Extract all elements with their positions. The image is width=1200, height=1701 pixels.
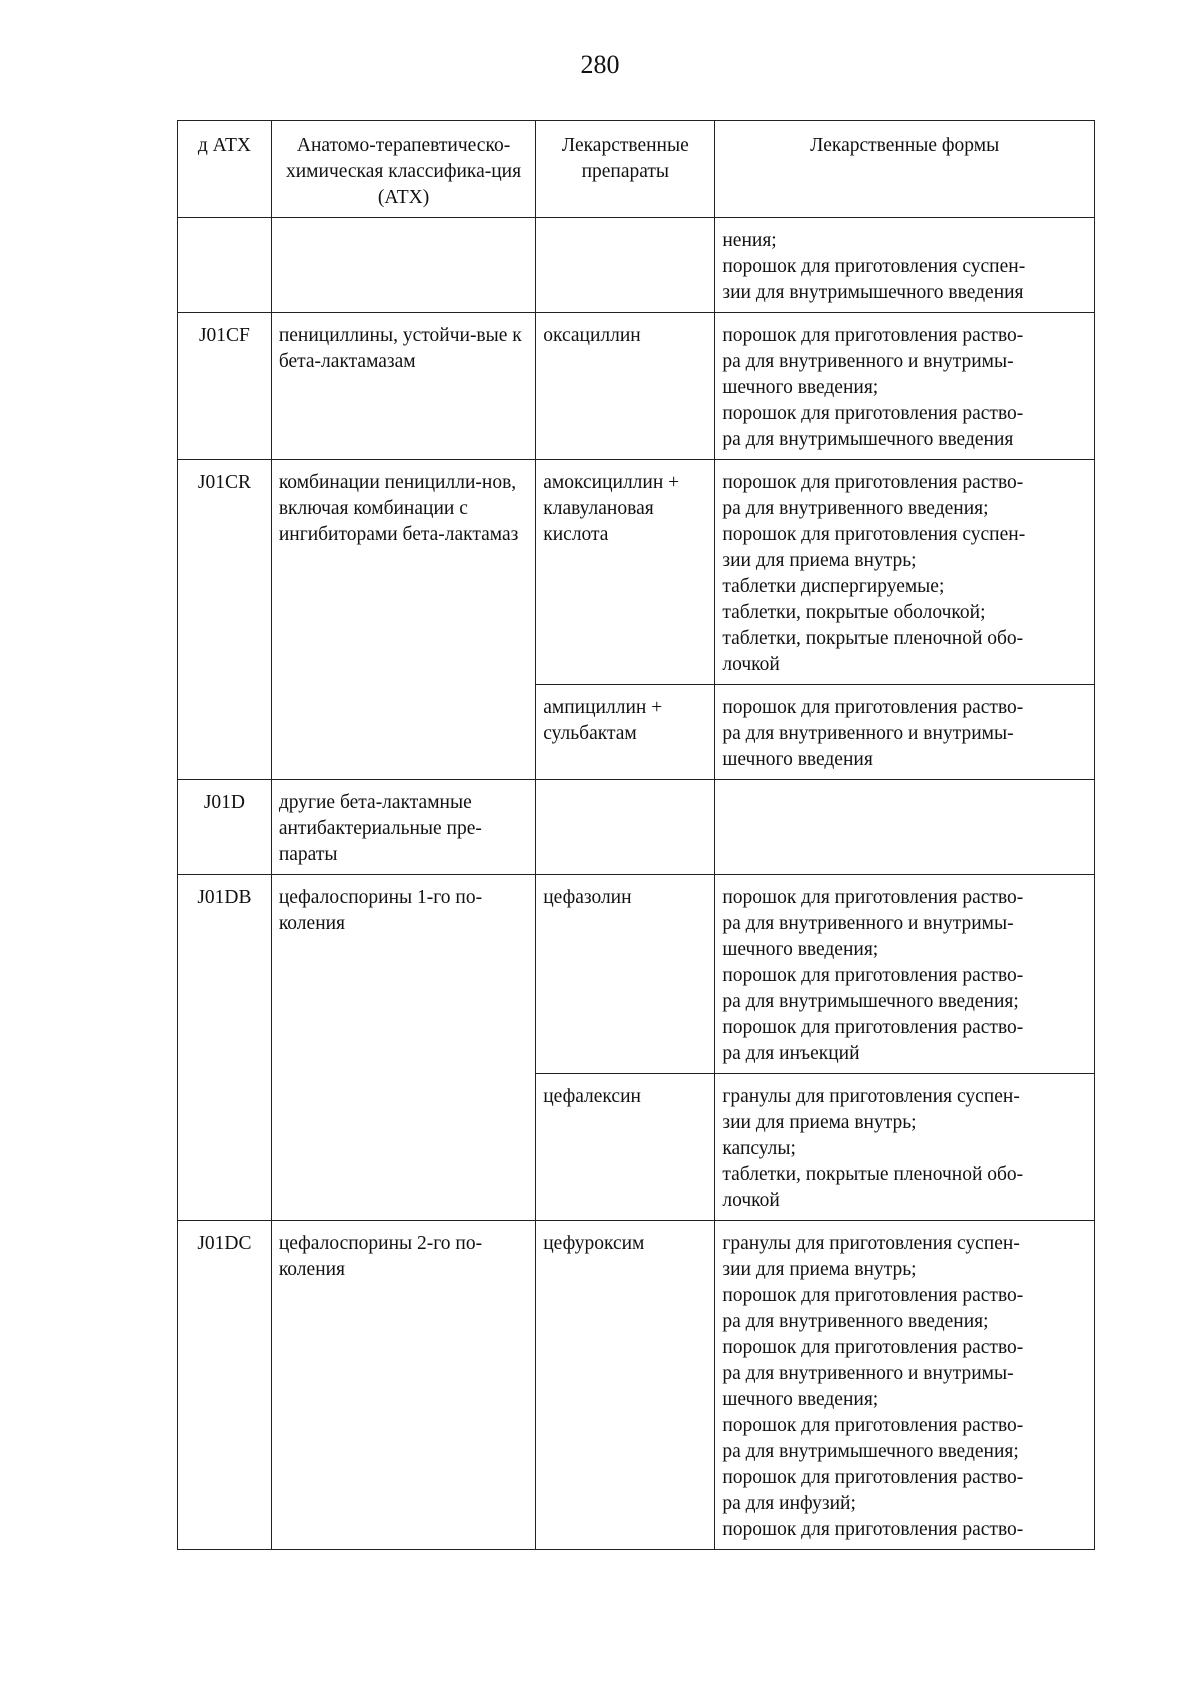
- form-line: зии для приема внутрь;: [722, 550, 917, 571]
- form-line: ра для внутривенного и внутримы-: [722, 351, 1014, 372]
- form-line: таблетки диспергируемые;: [722, 576, 945, 597]
- table-row: [178, 780, 1095, 875]
- code-cell: J01CF: [178, 313, 272, 460]
- forms-cell: [715, 1074, 1095, 1221]
- form-line: таблетки, покрытые пленочной обо-: [722, 628, 1024, 649]
- form-line: порошок для приготовления раство-: [722, 403, 1024, 424]
- form-line: нения;: [722, 230, 777, 251]
- form-line: порошок для приготовления раство-: [722, 1017, 1024, 1038]
- classification-cell: пенициллины, устойчи-вые к бета-лактамазам: [271, 313, 535, 460]
- classification-cell: [271, 218, 535, 313]
- form-line: шечного введения;: [722, 939, 879, 960]
- form-line: порошок для приготовления раство-: [722, 1415, 1024, 1436]
- form-line: порошок для приготовления суспен-: [722, 256, 1026, 277]
- form-line: ра для внутривенного и внутримы-: [722, 1363, 1014, 1384]
- table-row: [178, 218, 1095, 313]
- header-classification: Анатомо-терапевтическо-химическая классифика-ция (АТХ): [271, 121, 535, 218]
- table-row: [178, 460, 1095, 685]
- forms-cell: [715, 875, 1095, 1074]
- header-code: д АТХ: [178, 121, 272, 218]
- form-line: порошок для приготовления раство-: [722, 887, 1024, 908]
- form-line: шечного введения: [722, 749, 873, 770]
- header-drugs: Лекарственные препараты: [536, 121, 715, 218]
- code-cell: J01DB: [178, 875, 272, 1221]
- table-row: [178, 313, 1095, 460]
- drug-cell: [536, 780, 715, 875]
- form-line: лочкой: [722, 1190, 780, 1211]
- drug-cell: [536, 218, 715, 313]
- classification-cell: цефалоспорины 1-го по-коления: [271, 875, 535, 1221]
- classification-cell: цефалоспорины 2-го по-коления: [271, 1221, 535, 1550]
- form-line: ра для внутривенного введения;: [722, 498, 989, 519]
- form-line: лочкой: [722, 654, 780, 675]
- forms-cell: [715, 313, 1095, 460]
- form-line: гранулы для приготовления суспен-: [722, 1086, 1020, 1107]
- form-line: зии для внутримышечного введения: [722, 282, 1024, 303]
- table-header-row: [178, 121, 1095, 218]
- page-number: 280: [580, 50, 620, 79]
- atx-table: [177, 120, 1095, 1550]
- drug-cell: цефалексин: [536, 1074, 715, 1221]
- code-cell: [178, 218, 272, 313]
- drug-cell: амоксициллин + клавулановая кислота: [536, 460, 715, 685]
- form-line: ра для внутримышечного введения;: [722, 991, 1019, 1012]
- form-line: порошок для приготовления суспен-: [722, 524, 1026, 545]
- form-line: ра для внутривенного введения;: [722, 1311, 989, 1332]
- drug-cell: ампициллин + сульбактам: [536, 685, 715, 780]
- forms-cell: [715, 780, 1095, 875]
- form-line: порошок для приготовления раство-: [722, 697, 1024, 718]
- code-cell: J01DC: [178, 1221, 272, 1550]
- form-line: ра для инфузий;: [722, 1493, 856, 1514]
- forms-cell: [715, 460, 1095, 685]
- table-row: [178, 1221, 1095, 1550]
- form-line: порошок для приготовления раство-: [722, 1337, 1024, 1358]
- code-cell: J01CR: [178, 460, 272, 780]
- form-line: гранулы для приготовления суспен-: [722, 1233, 1020, 1254]
- forms-cell: [715, 218, 1095, 313]
- form-line: капсулы;: [722, 1138, 796, 1159]
- form-line: зии для приема внутрь;: [722, 1112, 917, 1133]
- form-line: ра для внутримышечного введения;: [722, 1441, 1019, 1462]
- form-line: порошок для приготовления раство-: [722, 1467, 1024, 1488]
- form-line: ра для внутривенного и внутримы-: [722, 723, 1014, 744]
- form-line: таблетки, покрытые пленочной обо-: [722, 1164, 1024, 1185]
- form-line: порошок для приготовления раство-: [722, 1519, 1024, 1540]
- form-line: шечного введения;: [722, 377, 879, 398]
- classification-cell: другие бета-лактамные антибактериальные пре-параты: [271, 780, 535, 875]
- form-line: таблетки, покрытые оболочкой;: [722, 602, 986, 623]
- table-row: [178, 875, 1095, 1074]
- form-line: ра для внутримышечного введения: [722, 429, 1014, 450]
- drug-cell: цефуроксим: [536, 1221, 715, 1550]
- code-cell: J01D: [178, 780, 272, 875]
- form-line: порошок для приготовления раство-: [722, 325, 1024, 346]
- header-forms: Лекарственные формы: [715, 121, 1095, 218]
- form-line: ра для внутривенного и внутримы-: [722, 913, 1014, 934]
- form-line: порошок для приготовления раство-: [722, 1285, 1024, 1306]
- form-line: шечного введения;: [722, 1389, 879, 1410]
- drug-cell: оксациллин: [536, 313, 715, 460]
- drug-cell: цефазолин: [536, 875, 715, 1074]
- forms-cell: [715, 1221, 1095, 1550]
- form-line: ра для инъекций: [722, 1043, 860, 1064]
- form-line: зии для приема внутрь;: [722, 1259, 917, 1280]
- form-line: порошок для приготовления раство-: [722, 472, 1024, 493]
- classification-cell: комбинации пеницилли-нов, включая комбинации с ингибиторами бета-лактамаз: [271, 460, 535, 780]
- forms-cell: [715, 685, 1095, 780]
- form-line: порошок для приготовления раство-: [722, 965, 1024, 986]
